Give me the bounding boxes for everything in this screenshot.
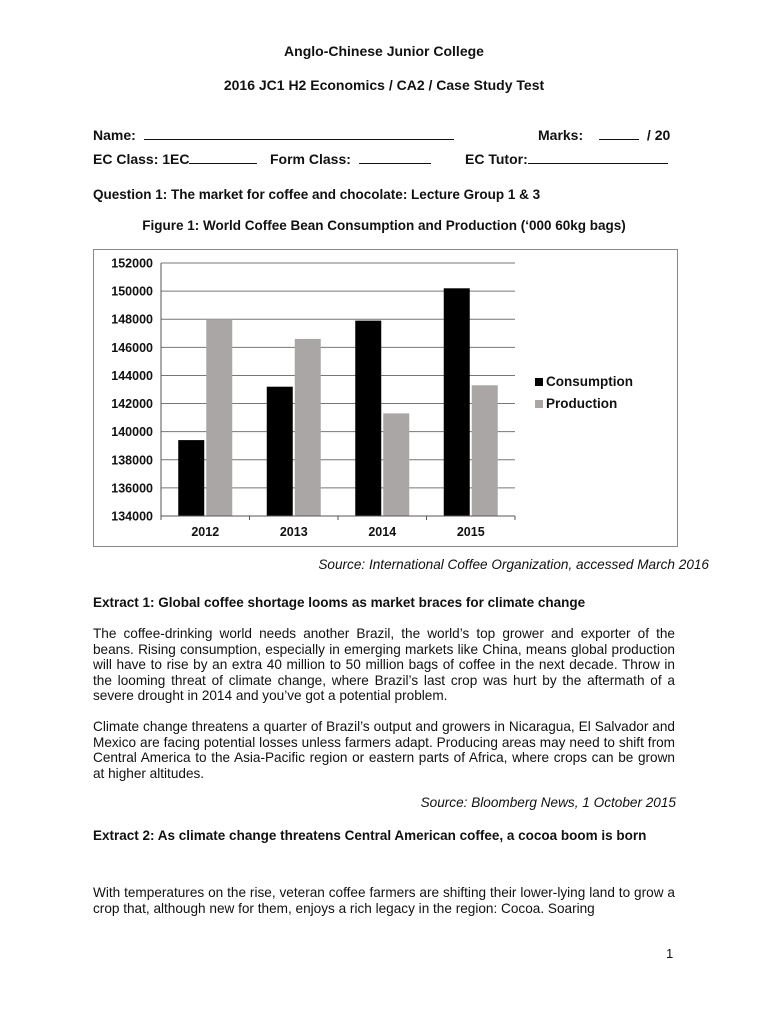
marks-blank bbox=[599, 126, 639, 140]
x-tick-label: 2014 bbox=[368, 525, 397, 539]
y-tick-label: 146000 bbox=[111, 340, 153, 355]
y-tick-label: 144000 bbox=[111, 368, 153, 383]
y-tick-label: 140000 bbox=[111, 425, 153, 440]
marks-label: Marks: bbox=[538, 127, 584, 143]
ec-tutor-label: EC Tutor: bbox=[465, 151, 528, 167]
test-title: 2016 JC1 H2 Economics / CA2 / Case Study Test bbox=[223, 77, 545, 93]
chart-bars bbox=[178, 288, 498, 516]
marks-field-row bbox=[538, 126, 670, 143]
extract2-title: Extract 2: As climate change threatens Central American coffee, a cocoa boom is born bbox=[93, 828, 647, 843]
bar-production-2012 bbox=[206, 319, 232, 516]
marks-total: / 20 bbox=[646, 127, 671, 143]
ec-tutor-row bbox=[465, 150, 668, 167]
legend-swatch-consumption bbox=[535, 378, 543, 386]
legend-swatch-production bbox=[535, 400, 543, 408]
college-name: Anglo-Chinese Junior College bbox=[284, 43, 484, 59]
extract2-paragraph-1: With temperatures on the rise, veteran coffee farmers are shifting their lower-lying land to grow a crop that, although new for them, enjoys a rich legacy in the region: Cocoa. Soaring bbox=[93, 885, 675, 916]
y-tick-label: 150000 bbox=[111, 284, 153, 299]
y-tick-label: 136000 bbox=[111, 481, 153, 496]
y-tick-label: 138000 bbox=[111, 453, 153, 468]
y-tick-label: 134000 bbox=[111, 509, 153, 524]
bar-production-2015 bbox=[472, 385, 498, 516]
bar-consumption-2013 bbox=[267, 387, 293, 516]
question-title: Question 1: The market for coffee and chocolate: Lecture Group 1 & 3 bbox=[93, 187, 541, 202]
name-label: Name: bbox=[93, 127, 136, 143]
bar-consumption-2014 bbox=[355, 321, 381, 516]
x-tick-label: 2015 bbox=[456, 525, 485, 539]
ec-class-blank bbox=[189, 150, 257, 164]
extract1-title: Extract 1: Global coffee shortage looms as market braces for climate change bbox=[93, 595, 586, 610]
coffee-bar-chart bbox=[94, 250, 677, 546]
bar-production-2014 bbox=[383, 413, 409, 516]
x-tick-label: 2013 bbox=[279, 525, 308, 539]
chart-legend bbox=[535, 374, 633, 411]
extract1-paragraph-1: The coffee-drinking world needs another Brazil, the world’s top grower and exporter of the beans. Rising consumption, especially in emerging markets like China, means global production will have to rise by an extra 40 million to 50 million bags of coffee in the next decade. Throw in the looming threat of climate change, where Brazil’s last crop was hurt by the aftermath of a severe drought in 2014 and you’ve got a potential problem. bbox=[93, 626, 675, 704]
page-number: 1 bbox=[666, 946, 674, 961]
ec-class-label: EC Class: 1EC bbox=[93, 151, 190, 167]
name-blank bbox=[144, 126, 454, 140]
x-tick-label: 2012 bbox=[191, 525, 220, 539]
bar-consumption-2015 bbox=[444, 288, 470, 516]
name-field-row bbox=[93, 126, 454, 143]
extract1-paragraph-2: Climate change threatens a quarter of Brazil’s output and growers in Nicaragua, El Salvador and Mexico are facing potential losses unless farmers adapt. Producing areas may need to shift from Central America to the Asia-Pacific region or eastern parts of Africa, where crops can be grown at higher altitudes. bbox=[93, 719, 675, 781]
ec-class-row bbox=[93, 150, 257, 167]
bar-production-2013 bbox=[295, 339, 321, 516]
y-tick-label: 148000 bbox=[111, 312, 153, 327]
y-tick-label: 152000 bbox=[111, 256, 153, 271]
form-class-label: Form Class: bbox=[270, 151, 351, 167]
ec-tutor-blank bbox=[528, 150, 668, 164]
extract1-source: Source: Bloomberg News, 1 October 2015 bbox=[420, 795, 676, 810]
y-tick-label: 142000 bbox=[111, 397, 153, 412]
legend-label-consumption: Consumption bbox=[546, 374, 633, 389]
bar-consumption-2012 bbox=[178, 440, 204, 516]
legend-label-production: Production bbox=[546, 396, 618, 411]
figure-caption: Figure 1: World Coffee Bean Consumption and Production (‘000 60kg bags) bbox=[142, 218, 626, 233]
figure-source: Source: International Coffee Organization, accessed March 2016 bbox=[318, 557, 709, 572]
form-class-row bbox=[270, 150, 431, 167]
form-class-blank bbox=[359, 150, 431, 164]
chart-frame bbox=[93, 249, 678, 547]
